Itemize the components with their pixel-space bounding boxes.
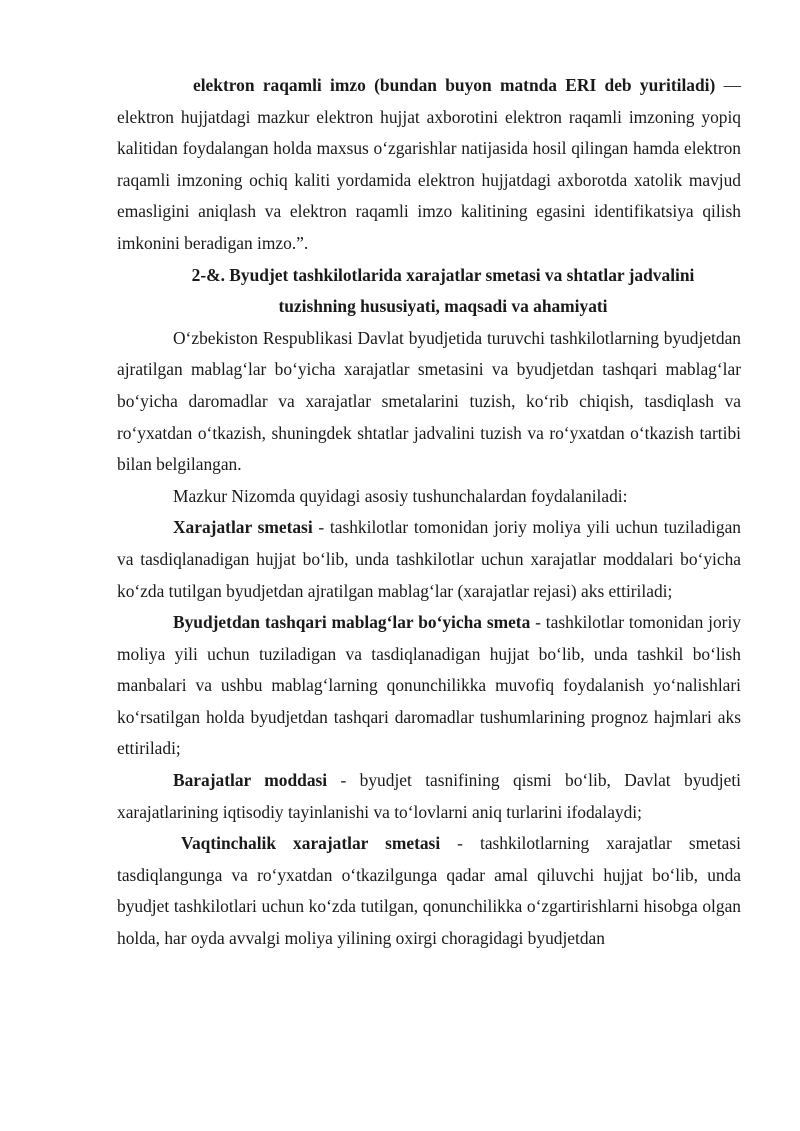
section-heading-line-1: 2-&. Byudjet tashkilotlarida xarajatlar smetasi va shtatlar jadvalini bbox=[191, 264, 695, 285]
byudjetdan-tashqari-text: - tashkilotlar tomonidan joriy moliya yili uchun tuziladigan va tasdiqlanadigan hujjat boʻlib, unda tashkil boʻlish manbalari va ushbu mablagʻlarning qonunchilikka muvofiq foydalanish yoʻnalishlari koʻrsatilgan holda byudjetdan tashqari daromadlar tushumlarining prognoz hajmlari aks ettiriladi; bbox=[117, 612, 741, 759]
paragraph-xarajatlar-smetasi bbox=[117, 512, 741, 607]
section-heading-line-2: tuzishning hususiyati, maqsadi va ahamiyati bbox=[278, 296, 608, 317]
paragraph-barajatlar-moddasi bbox=[117, 765, 741, 828]
term-byudjetdan-tashqari: Byudjetdan tashqari mablagʻlar boʻyicha smeta bbox=[173, 612, 531, 633]
paragraph-vaqtinchalik bbox=[117, 828, 741, 954]
barajatlar-moddasi-text: - byudjet tasnifining qismi boʻlib, Davlat byudjeti xarajatlarining iqtisodiy tayinlanishi va toʻlovlarni aniq turlarini ifodalaydi; bbox=[117, 770, 741, 822]
document-page bbox=[117, 70, 741, 955]
term-xarajatlar-smetasi: Xarajatlar smetasi bbox=[173, 517, 313, 538]
term-barajatlar-moddasi: Barajatlar moddasi bbox=[173, 770, 328, 791]
paragraph-byudjetdan-tashqari bbox=[117, 607, 741, 765]
paragraph-concepts: Mazkur Nizomda quyidagi asosiy tushunchalardan foydalaniladi: bbox=[173, 485, 628, 506]
vaqtinchalik-text: - tashkilotlarning xarajatlar smetasi tasdiqlangunga va roʻyxatdan oʻtkazilgunga qadar amal qiluvchi hujjat boʻlib, unda byudjet tashkilotlari uchun koʻzda tutilgan, qonunchilikka oʻzgartirishlarni hisobga olgan holda, har oyda avvalgi moliya yilining oxirgi choragidagi byudjetdan bbox=[117, 833, 741, 949]
term-vaqtinchalik: Vaqtinchalik xarajatlar smetasi bbox=[181, 833, 441, 854]
xarajatlar-smetasi-text: - tashkilotlar tomonidan joriy moliya yili uchun tuziladigan va tasdiqlanadigan hujjat boʻlib, unda tashkilotlar uchun xarajatlar moddalari boʻyicha koʻzda tutilgan byudjetdan ajratilgan mablagʻlar (xarajatlar rejasi) aks ettiriladi; bbox=[117, 517, 741, 601]
paragraph-eri-definition bbox=[117, 70, 741, 260]
eri-definition-text: — elektron hujjatdagi mazkur elektron hujjat axborotini elektron raqamli imzoning yopiq kalitidan foydalangan holda maxsus oʻzgarishlar natijasida hosil qilingan hamda elektron raqamli imzoning ochiq kaliti yordamida elektron hujjatdagi axborotda xatolik mavjud emasligini aniqlash va elektron raqamli imzo kalitining egasini identifikatsiya qilish imkonini beradigan imzo.”. bbox=[117, 75, 741, 253]
paragraph-intro: Oʻzbekiston Respublikasi Davlat byudjetida turuvchi tashkilotlarning byudjetdan ajratilgan mablagʻlar boʻyicha xarajatlar smetasini va byudjetdan tashqari mablagʻlar boʻyicha daromadlar va xarajatlar smetalarini tuzish, koʻrib chiqish, tasdiqlash va roʻyxatdan oʻtkazish, shuningdek shtatlar jadvalini tuzish va roʻyxatdan oʻtkazish tartibi bilan belgilangan. bbox=[117, 327, 741, 475]
section-heading bbox=[117, 260, 741, 323]
term-eri: elektron raqamli imzo (bundan buyon matnda ERI deb yuritiladi) bbox=[193, 75, 716, 95]
